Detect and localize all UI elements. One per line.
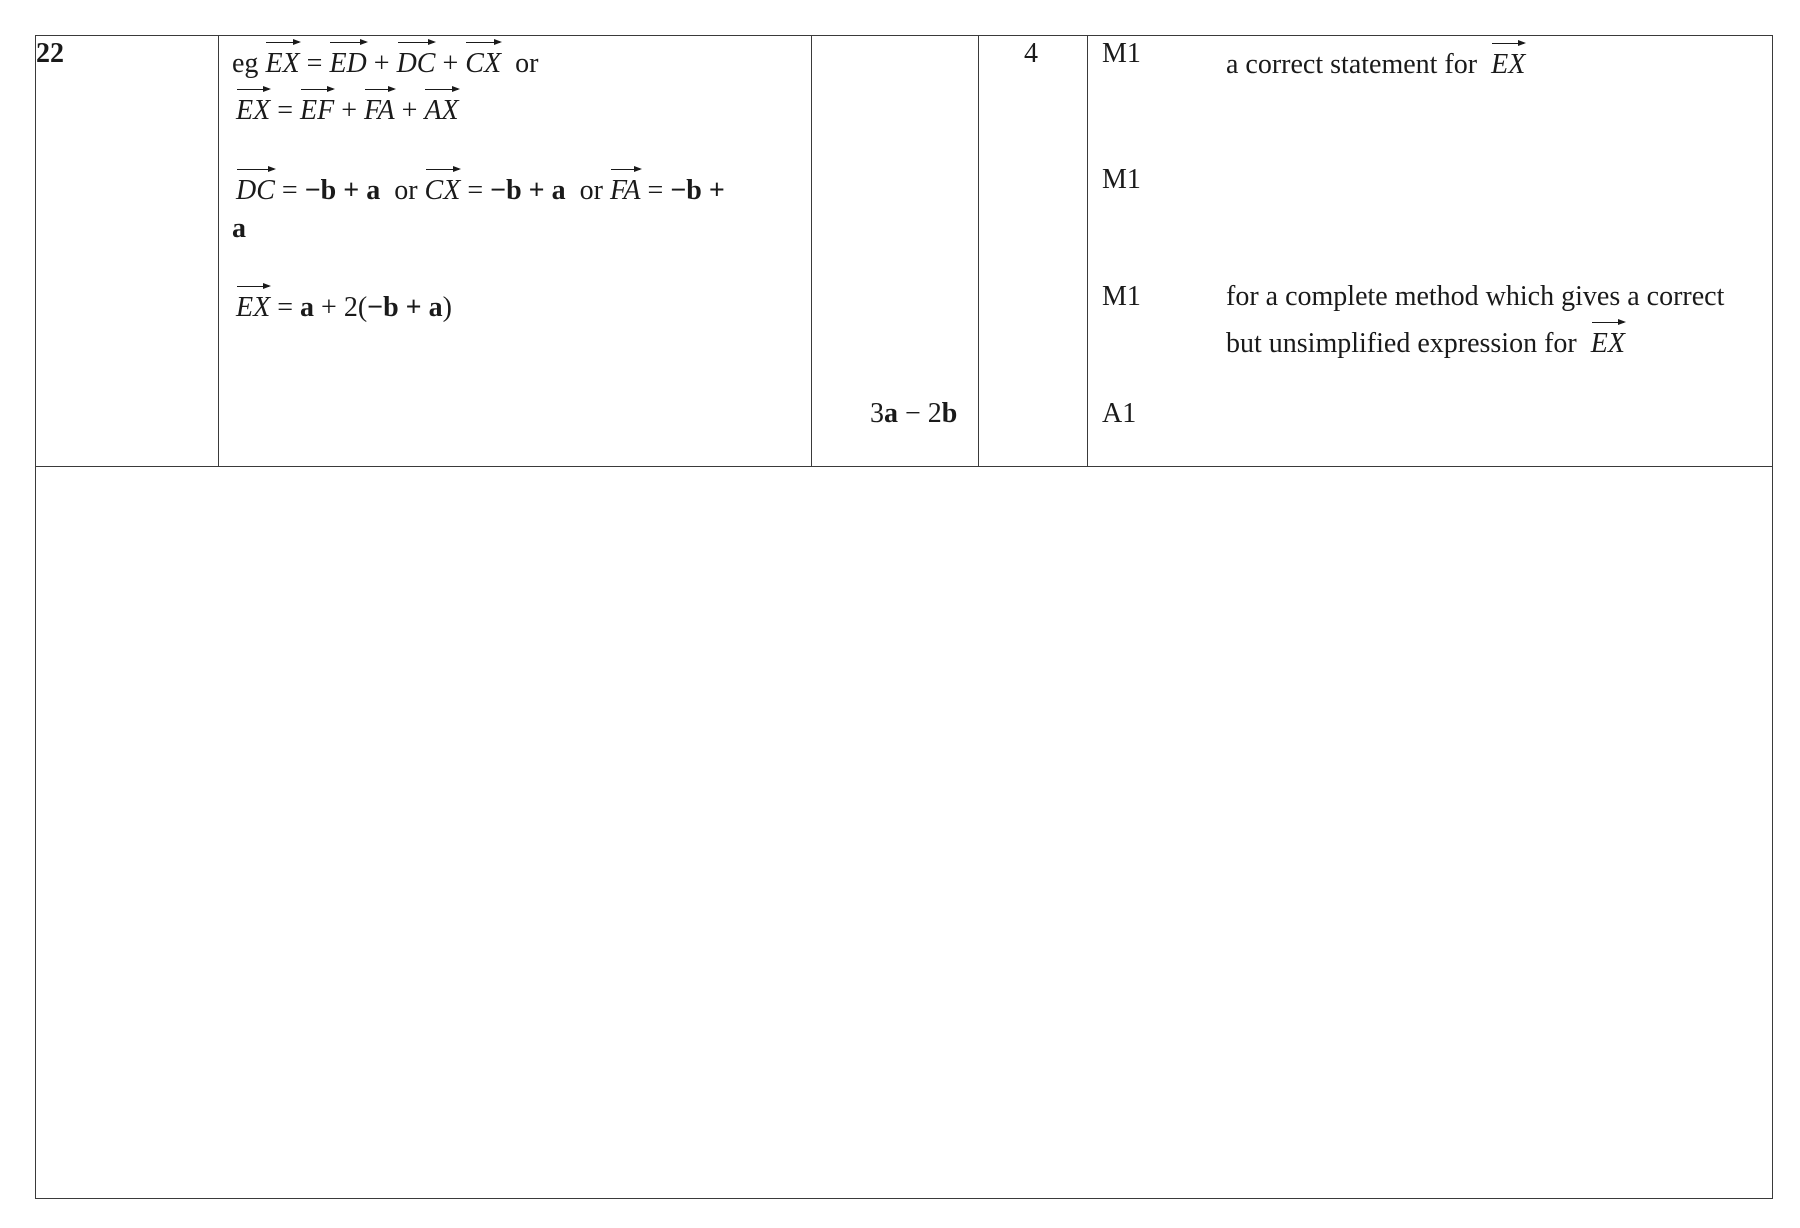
guidance-text: but unsimplified expression for xyxy=(1226,328,1577,359)
row-divider xyxy=(35,466,1773,467)
vector-ef: EF xyxy=(300,85,334,127)
vector-ex: EX xyxy=(236,85,270,127)
question-number: 22 xyxy=(36,38,64,69)
vector-ex: EX xyxy=(236,282,270,324)
vector-dc: DC xyxy=(236,165,275,207)
column-divider-2 xyxy=(811,35,812,466)
marks-total: 4 xyxy=(1024,38,1038,69)
term-plus: + xyxy=(321,292,337,323)
answer-a: a xyxy=(884,398,898,429)
answer-coef: 3 xyxy=(870,398,884,429)
working-line-1: eg EX = ED + DC + CX or xyxy=(232,48,538,80)
mark-code-1: M1 xyxy=(1102,38,1141,69)
guidance-1 xyxy=(1226,49,1525,81)
vector-ex: EX xyxy=(265,38,299,80)
working-line-3-wrap xyxy=(232,213,246,245)
or-label: or xyxy=(394,175,418,206)
guidance-text: a correct statement for xyxy=(1226,49,1478,80)
term-a: a xyxy=(232,213,246,244)
term-a: a xyxy=(428,292,443,323)
vector-ex: EX xyxy=(1491,39,1525,81)
column-divider-1 xyxy=(218,35,219,466)
answer-b: b xyxy=(941,398,958,429)
term-two: 2( xyxy=(343,292,368,323)
vector-ax: AX xyxy=(424,85,458,127)
or-label: or xyxy=(515,48,539,79)
vector-cx: CX xyxy=(425,165,461,207)
vector-dc: DC xyxy=(397,38,436,80)
term-minus-b: −b xyxy=(670,175,702,206)
vector-ed: ED xyxy=(329,38,366,80)
answer xyxy=(870,398,957,430)
vector-ex: EX xyxy=(1591,318,1625,360)
term-minus-b: −b xyxy=(367,292,399,323)
mark-code-3: M1 xyxy=(1102,281,1141,312)
working-line-2: EX = EF + FA + AX xyxy=(236,95,459,127)
vector-fa: FA xyxy=(364,85,395,127)
term-minus-b: −b xyxy=(490,175,522,206)
working-line-4: EX = a + 2(−b + a) xyxy=(236,292,452,324)
column-divider-3 xyxy=(978,35,979,466)
term-a: a xyxy=(366,175,381,206)
term-a: a xyxy=(300,292,315,323)
mark-scheme-table xyxy=(35,35,1773,1199)
term-a: a xyxy=(551,175,566,206)
eg-label: eg xyxy=(232,48,259,79)
working-line-3: DC = −b + a or CX = −b + a or FA = −b + xyxy=(236,175,725,207)
term-plus: + xyxy=(528,175,545,206)
mark-code-4: A1 xyxy=(1102,398,1137,429)
guidance-3-line-1: for a complete method which gives a correct xyxy=(1226,281,1725,312)
column-divider-4 xyxy=(1087,35,1088,466)
or-label: or xyxy=(579,175,603,206)
mark-code-2: M1 xyxy=(1102,164,1141,195)
vector-cx: CX xyxy=(465,38,501,80)
guidance-3-line-2 xyxy=(1226,328,1625,360)
term-plus: + xyxy=(708,175,725,206)
close-paren: ) xyxy=(442,292,452,323)
term-plus: + xyxy=(343,175,360,206)
vector-fa: FA xyxy=(610,165,641,207)
term-minus-b: −b xyxy=(304,175,337,206)
answer-minus: − 2 xyxy=(898,398,942,429)
